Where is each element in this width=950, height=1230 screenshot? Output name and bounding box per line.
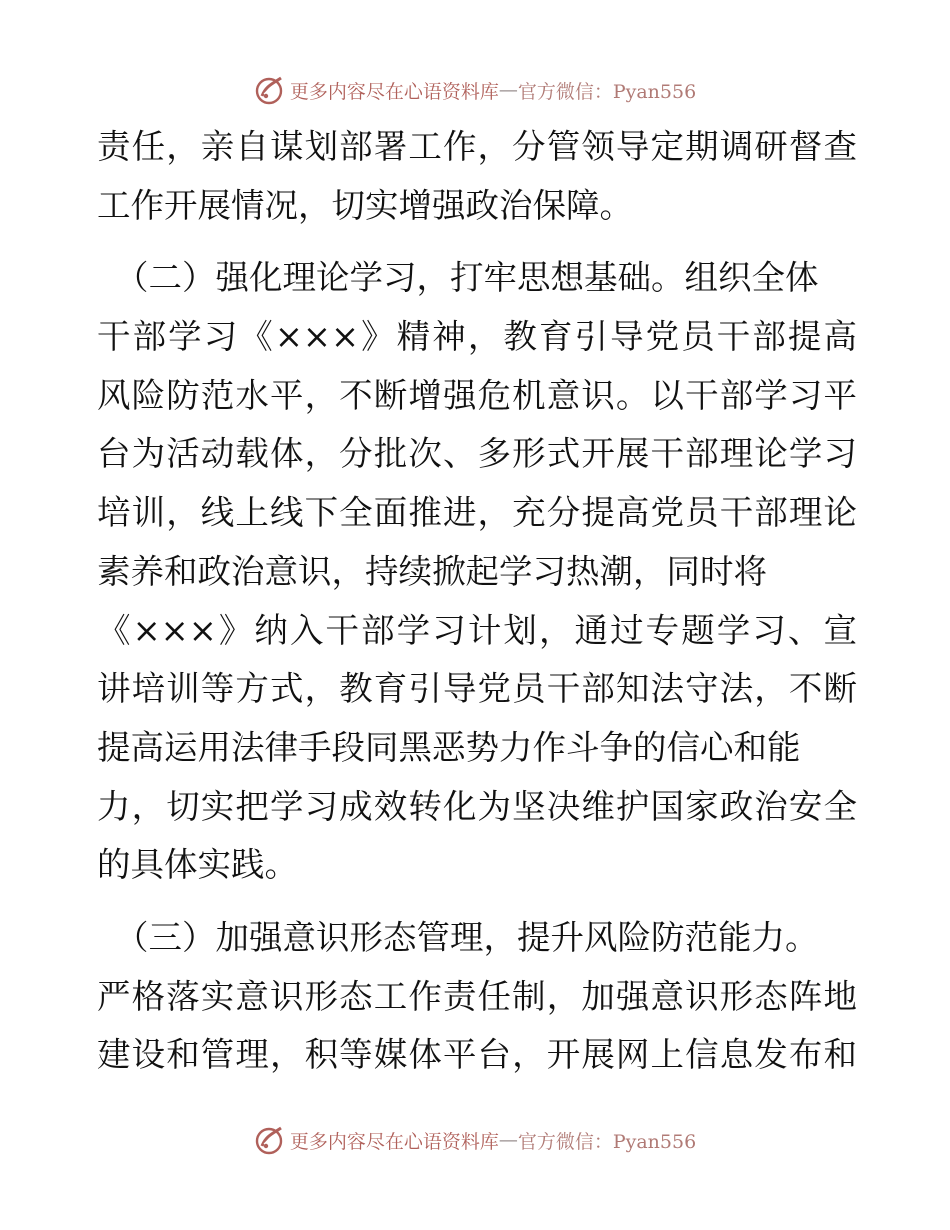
watermark-brand: 更多内容尽在心语资料库 (289, 1130, 499, 1153)
text-line: 的具体实践。 (97, 845, 298, 885)
paragraph-2 (97, 249, 857, 895)
pen-seal-icon (254, 74, 286, 106)
watermark-separator: — (498, 79, 518, 101)
text-line: 培训，线上线下全面推进，充分提高党员干部理论 (97, 493, 857, 533)
text-line: 严格落实意识形态工作责任制，加强意识形态阵地 (97, 976, 857, 1016)
document-body (97, 118, 857, 1085)
watermark-brand: 更多内容尽在心语资料库 (289, 80, 499, 103)
text-line: 讲培训等方式，教育引导党员干部知法守法，不断 (97, 669, 857, 709)
text-line: 力，切实把学习成效转化为坚决维护国家政治安全 (97, 786, 857, 826)
text-line: 风险防范水平，不断增强危机意识。以干部学习平 (97, 375, 857, 415)
paragraph-1 (97, 118, 857, 235)
text-line: 素养和政治意识，持续掀起学习热潮，同时将 (97, 551, 767, 591)
watermark-wechat: 官方微信：Pyan556 (517, 1130, 697, 1153)
watermark-footer (0, 1122, 950, 1158)
paragraph-3 (97, 909, 857, 1085)
pen-seal-icon (254, 1124, 286, 1156)
text-line: 责任，亲自谋划部署工作，分管领导定期调研督查 (97, 127, 857, 166)
watermark-separator: — (498, 1129, 518, 1151)
text-line: 《×××》纳入干部学习计划，通过专题学习、宣 (97, 610, 857, 650)
text-line: 台为活动载体，分批次、多形式开展干部理论学习 (97, 434, 857, 474)
text-line: 工作开展情况，切实增强政治保障。 (97, 185, 633, 225)
text-line: 提高运用法律手段同黑恶势力作斗争的信心和能 (97, 727, 801, 767)
section-heading-line: （二）强化理论学习，打牢思想基础。组织全体 (115, 258, 819, 298)
watermark-wechat: 官方微信：Pyan556 (517, 80, 697, 103)
text-line: 干部学习《×××》精神，教育引导党员干部提高 (97, 317, 857, 357)
watermark-header (0, 72, 950, 108)
text-line: 建设和管理，积等媒体平台，开展网上信息发布和 (97, 1035, 857, 1075)
section-heading-line: （三）加强意识形态管理，提升风险防范能力。 (115, 917, 819, 957)
